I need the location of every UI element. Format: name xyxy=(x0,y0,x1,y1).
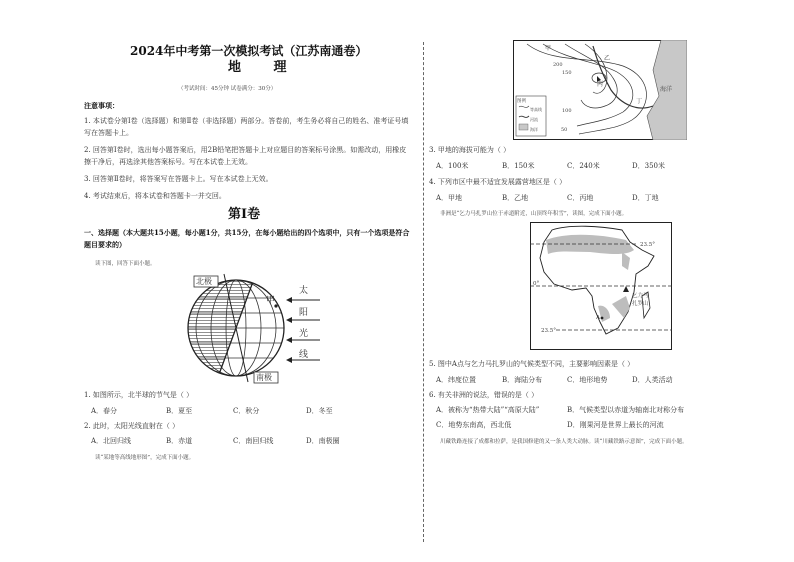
legend-item: 海洋 xyxy=(530,127,538,132)
answer-option: B．夏至 xyxy=(166,407,193,415)
answer-option: C．丙地 xyxy=(567,194,594,202)
answer-option: A．纬度位置 xyxy=(436,376,477,384)
mountain-label: 扎罗山 xyxy=(632,301,649,307)
contour-label-yi: 乙 xyxy=(604,55,611,62)
answer-option: C．地势东南高，西北低 xyxy=(436,421,512,429)
question-stem: 3. 甲地的海拔可能为（ ） xyxy=(429,146,511,154)
answer-option: B．乙地 xyxy=(502,194,529,202)
exam-title: 2024年中考第一次模拟考试（江苏南通卷） xyxy=(130,44,368,58)
exam-info: （考试时间：45分钟 试卷满分：30分） xyxy=(178,86,277,92)
read-figure-instruction: 读“某地等高线地形图”，完成下面小题。 xyxy=(95,455,195,461)
note-line: 1. 本试卷分第Ⅰ卷（选择题）和第Ⅱ卷（非选择题）两部分。答卷前，考生务必将自己的姓名、准考证号填 xyxy=(84,117,409,125)
question-stem: 4. 下列市区中最不适宜发展露营地区是（ ） xyxy=(429,178,567,186)
notes-heading: 注意事项： xyxy=(84,101,119,110)
section-instruction: 一、选择题（本大题共15小题，每小题1分，共15分，在每小题给出的四个选项中，只有一个选项是符合 xyxy=(84,228,410,237)
answer-option: A．100米 xyxy=(436,162,469,170)
sunlight-label: 阳 xyxy=(299,308,309,318)
contour-label-ocean: 海洋 xyxy=(660,86,673,93)
note-line: 4. 考试结束后，将本试卷和答题卡一并交回。 xyxy=(84,192,226,200)
read-figure-instruction: 非洲是“乞力马扎罗山位于赤道附近，山顶终年积雪”，读图，完成下面小题。 xyxy=(440,211,628,217)
latitude-label: 0° xyxy=(533,281,540,287)
read-figure-instruction: 读下图，回答下面小题。 xyxy=(95,261,156,267)
contour-value: 50 xyxy=(561,127,568,133)
contour-value: 100 xyxy=(562,108,572,114)
latitude-label: 23.5° xyxy=(640,242,655,248)
legend-item: 等高线 xyxy=(530,107,542,112)
contour-label-jia: 甲 xyxy=(545,45,552,52)
answer-option: D．人类活动 xyxy=(632,376,673,384)
sunlight-label: 光 xyxy=(299,329,309,339)
contour-value: 200 xyxy=(553,62,563,68)
note-line: 擦干净后，再选涂其他答案标号。写在本试卷上无效。 xyxy=(84,158,252,166)
question-stem: 6. 有关非洲的说法，错误的是（ ） xyxy=(429,391,539,399)
note-line: 3. 回答第Ⅱ卷时，将答案写在答题卡上。写在本试卷上无效。 xyxy=(84,175,273,183)
point-jia-label: 甲 xyxy=(266,296,276,306)
answer-option: D．丁地 xyxy=(632,194,659,202)
point-a-label: A xyxy=(596,315,600,321)
legend-item: 河流 xyxy=(530,117,538,122)
answer-option: B．气候类型以赤道为轴南北对称分布 xyxy=(567,406,685,414)
legend-title: 图例 xyxy=(517,99,526,104)
answer-option: A．北回归线 xyxy=(91,437,132,445)
column-divider xyxy=(423,42,424,542)
subject-title: 地 理 xyxy=(228,60,301,75)
answer-option: B．海陆分布 xyxy=(502,376,543,384)
contour-label-bing: 丙 xyxy=(597,81,604,88)
answer-option: D．冬至 xyxy=(306,407,333,415)
answer-option: D．南极圈 xyxy=(306,437,340,445)
mountain-label: 乞力马 xyxy=(632,293,649,299)
answer-option: C．南回归线 xyxy=(233,437,274,445)
answer-option: C．240米 xyxy=(567,162,600,170)
south-pole-label: 南极 xyxy=(256,373,272,382)
question-stem: 1. 如图所示，北半球的节气是（ ） xyxy=(84,391,194,399)
answer-option: A．春分 xyxy=(91,407,118,415)
sunlight-label: 线 xyxy=(299,350,309,360)
north-pole-label: 北极 xyxy=(196,277,212,286)
contour-value: 150 xyxy=(562,70,572,76)
answer-option: A．甲地 xyxy=(436,194,463,202)
answer-option: B．150米 xyxy=(502,162,535,170)
answer-option: C．秋分 xyxy=(233,407,260,415)
contour-label-ding: 丁 xyxy=(636,98,643,105)
sunlight-label: 太 xyxy=(299,286,309,296)
question-stem: 2. 此时，太阳光线直射在（ ） xyxy=(84,422,180,430)
section-instruction: 题目要求的） xyxy=(84,240,126,249)
answer-option: D．350米 xyxy=(632,162,665,170)
answer-option: D．刚果河是世界上最长的河流 xyxy=(567,421,664,429)
question-stem: 5. 图中A点与乞力马扎罗山的气候类型不同，主要影响因素是（ ） xyxy=(429,360,635,368)
answer-option: A．被称为“热带大陆”“高原大陆” xyxy=(436,406,540,414)
latitude-label: 23.5° xyxy=(541,328,556,334)
note-line: 写在答题卡上。 xyxy=(84,129,133,137)
answer-option: B．赤道 xyxy=(166,437,193,445)
answer-option: C．地形地势 xyxy=(567,376,608,384)
read-figure-instruction: 川藏铁路连接了成都和拉萨，是我国修建的又一条人类大动脉。读“川藏铁路示意图”，完成下面小题。 xyxy=(440,439,688,445)
section-title: 第Ⅰ卷 xyxy=(228,207,261,222)
note-line: 2. 回答第Ⅰ卷时，选出每小题答案后，用2B铅笔把答题卡上对应题目的答案标号涂黑。如需改动，用橡皮 xyxy=(84,146,407,154)
